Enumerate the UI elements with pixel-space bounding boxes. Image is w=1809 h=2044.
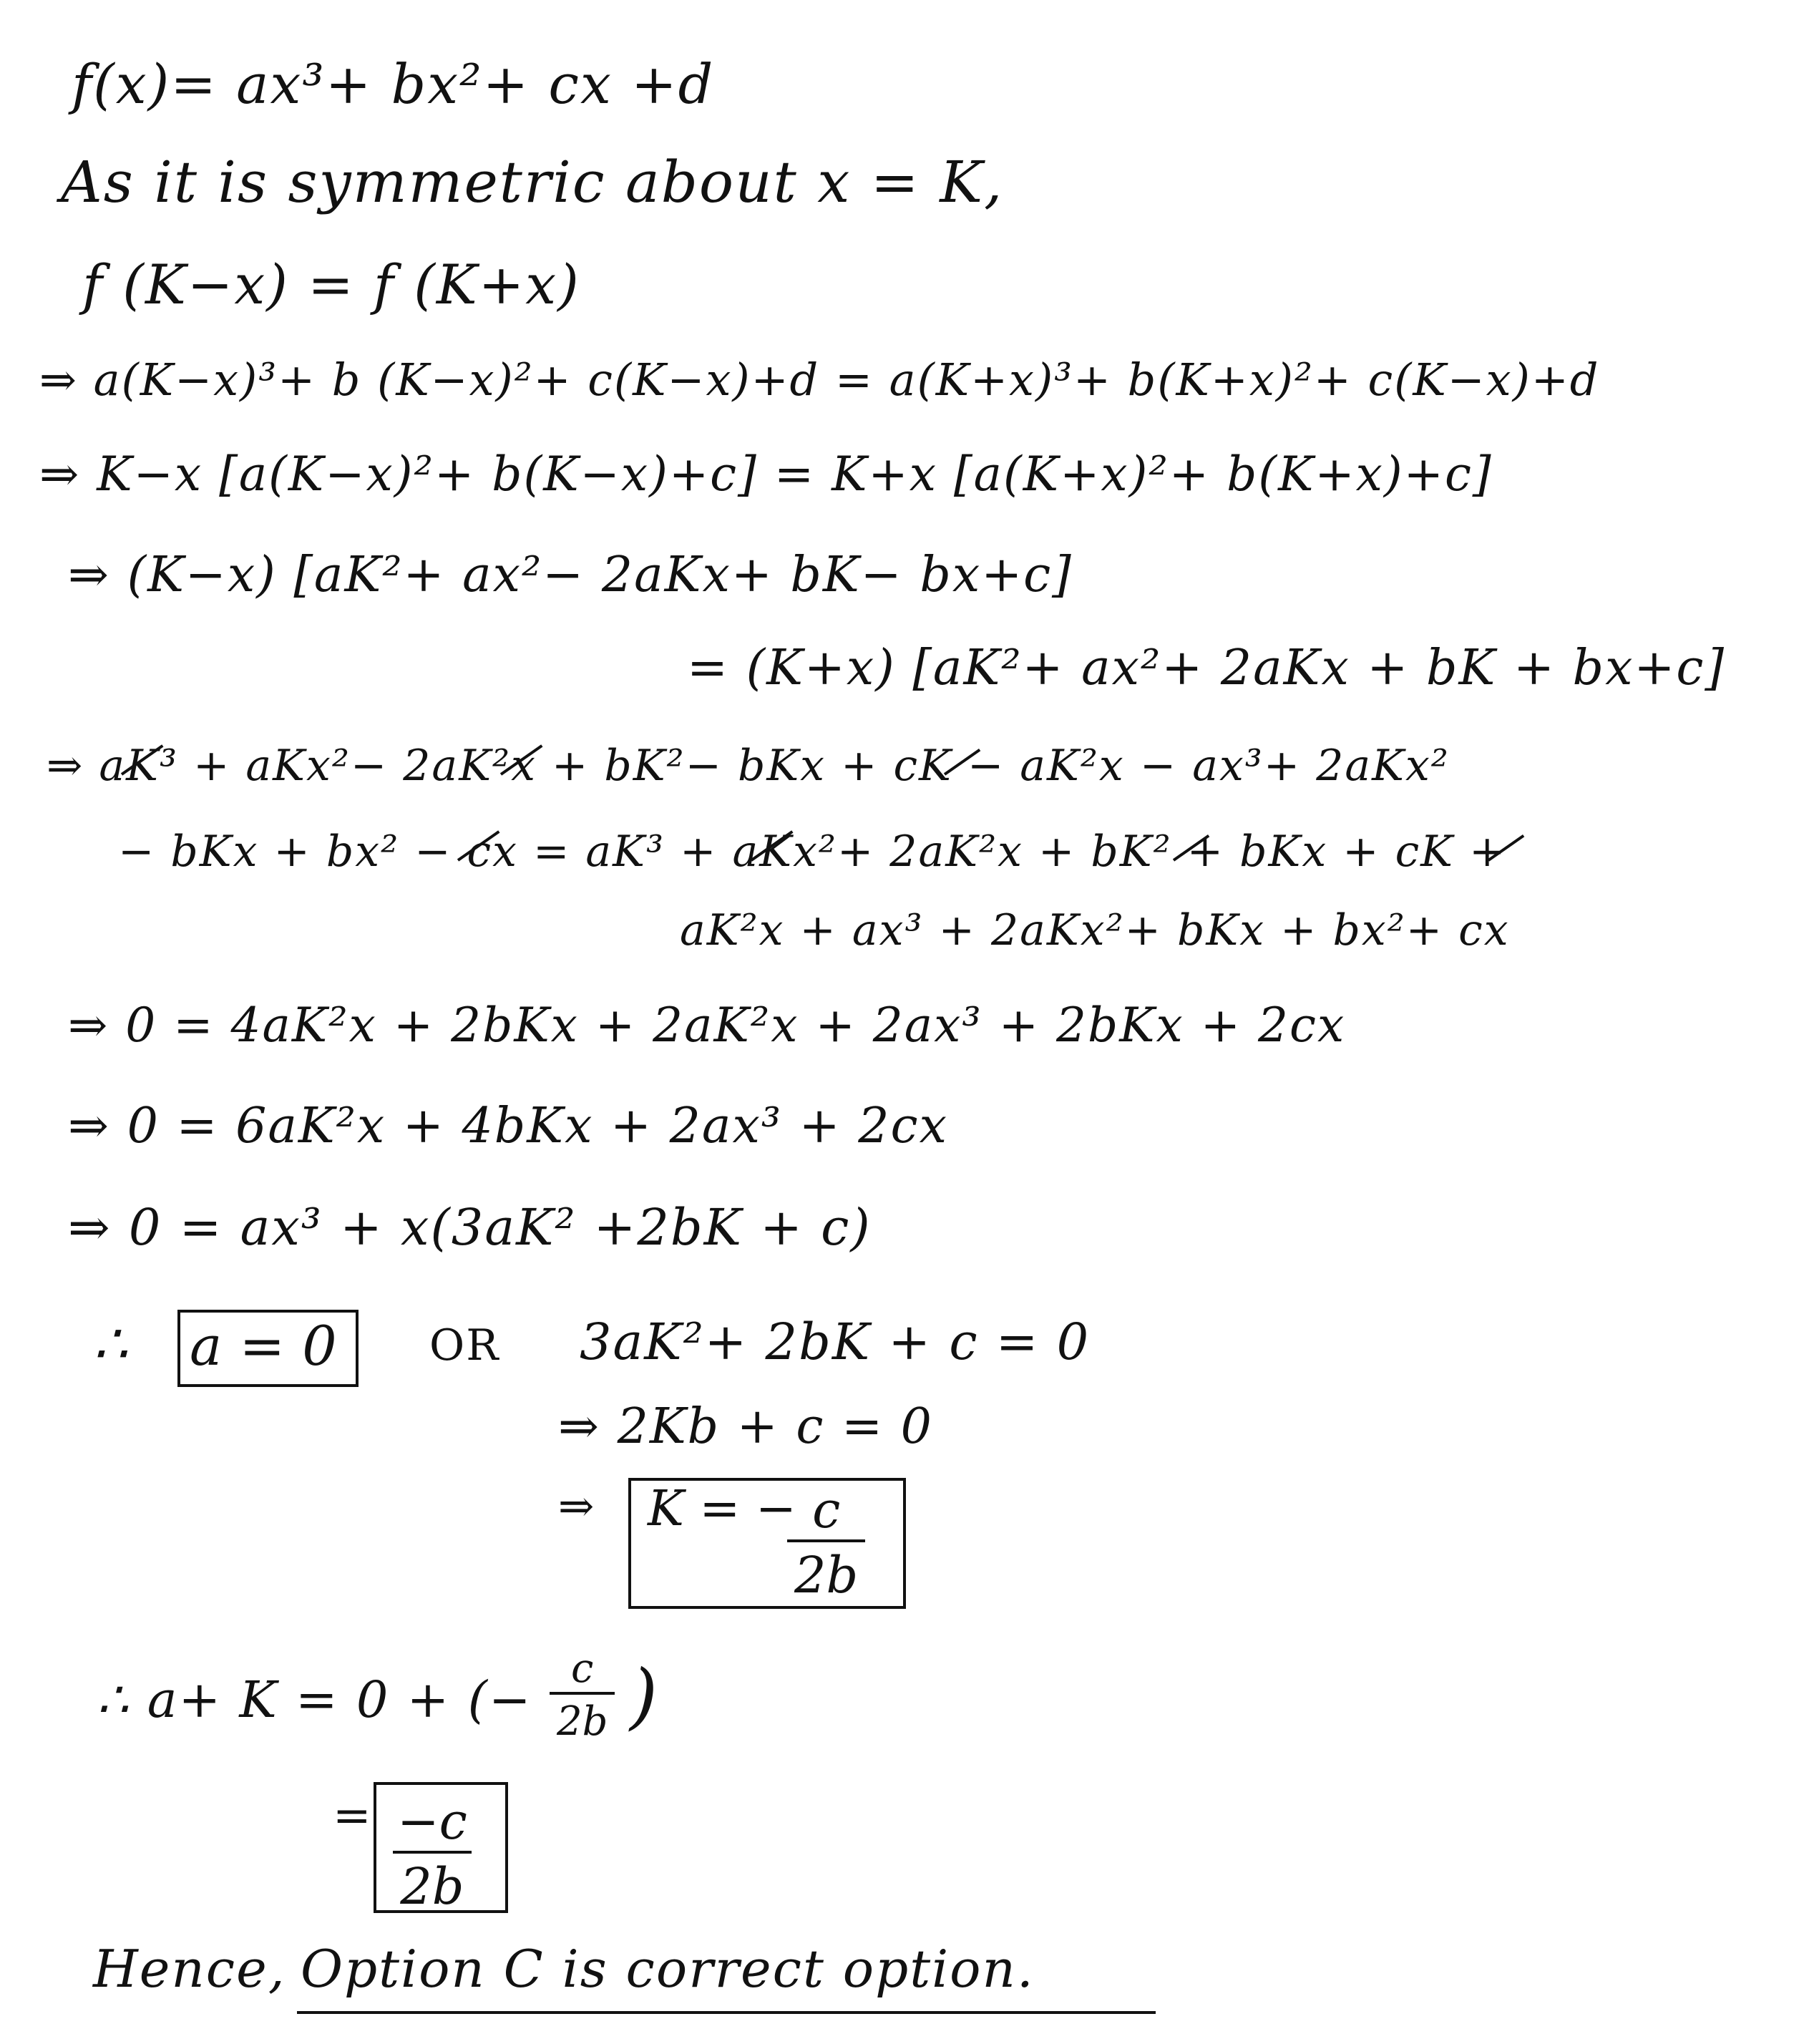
conclusion-text: Option C is correct option. [301,1939,1035,1999]
step-expand-left: ⇒ (K−x) [aK²+ ax²− 2aKx+ bK− bx+c] [68,547,1073,603]
step-multiply-2: − bKx + bx² − cx = aK³ + aKx²+ 2aK²x + bK² + bKx + cK + [118,827,1507,877]
k-lhs: K = − [648,1481,796,1537]
sum-fraction-numerator: c [571,1645,594,1692]
k-fraction [787,1481,865,1604]
step-expand-right: = (K+x) [aK²+ ax²+ 2aKx + bK + bx+c] [687,640,1726,696]
final-fraction-numerator: −c [397,1792,467,1851]
sum-expression: ∴ a+ K = 0 + (− [97,1670,532,1729]
or-label: OR [429,1320,500,1371]
k-fraction-denominator: 2b [787,1539,865,1605]
function-definition: f(x)= ax³+ bx²+ cx +d [72,52,715,116]
step-simplify-1: ⇒ 0 = 4aK²x + 2bKx + 2aK²x + 2ax³ + 2bKx + 2cx [68,998,1346,1053]
sum-close-paren: ) [630,1654,660,1738]
conclusion-underline [297,2011,1156,2014]
step-simplify-3: ⇒ 0 = ax³ + x(3aK² +2bK + c) [68,1198,872,1257]
therefore-symbol: ∴ [93,1312,130,1376]
sum-fraction-denominator: 2b [550,1692,615,1745]
step-multiply-3: aK²x + ax³ + 2aKx²+ bKx + bx²+ cx [680,905,1510,955]
sum-fraction [550,1646,615,1746]
step-multiply-1: ⇒ aK³ + aKx²− 2aK²x + bK²− bKx + cK − aK²x − ax³+ 2aKx² [47,741,1450,791]
symmetry-condition: f (K−x) = f (K+x) [82,253,580,316]
implies-symbol: ⇒ [558,1481,596,1532]
derivative-condition: 3aK²+ 2bK + c = 0 [580,1313,1091,1371]
final-fraction [390,1793,474,1915]
final-fraction-denominator: 2b [393,1851,471,1916]
step-simplify-2: ⇒ 0 = 6aK²x + 4bKx + 2ax³ + 2cx [68,1098,948,1154]
step-factor: ⇒ K−x [a(K−x)²+ b(K−x)+c] = K+x [a(K+x)²+ b(K+x)+c] [39,447,1493,502]
answer-a-equals-zero: a = 0 [190,1314,337,1378]
k-fraction-numerator: c [812,1481,841,1539]
step-reduce: ⇒ 2Kb + c = 0 [558,1398,933,1455]
step-expansion-1: ⇒ a(K−x)³+ b (K−x)²+ c(K−x)+d = a(K+x)³+ b(K+x)²+ c(K−x)+d [39,354,1600,406]
hence-label: Hence, [93,1939,286,1999]
symmetry-statement: As it is symmetric about x = K, [61,149,1004,215]
result-equals: = [333,1789,373,1842]
